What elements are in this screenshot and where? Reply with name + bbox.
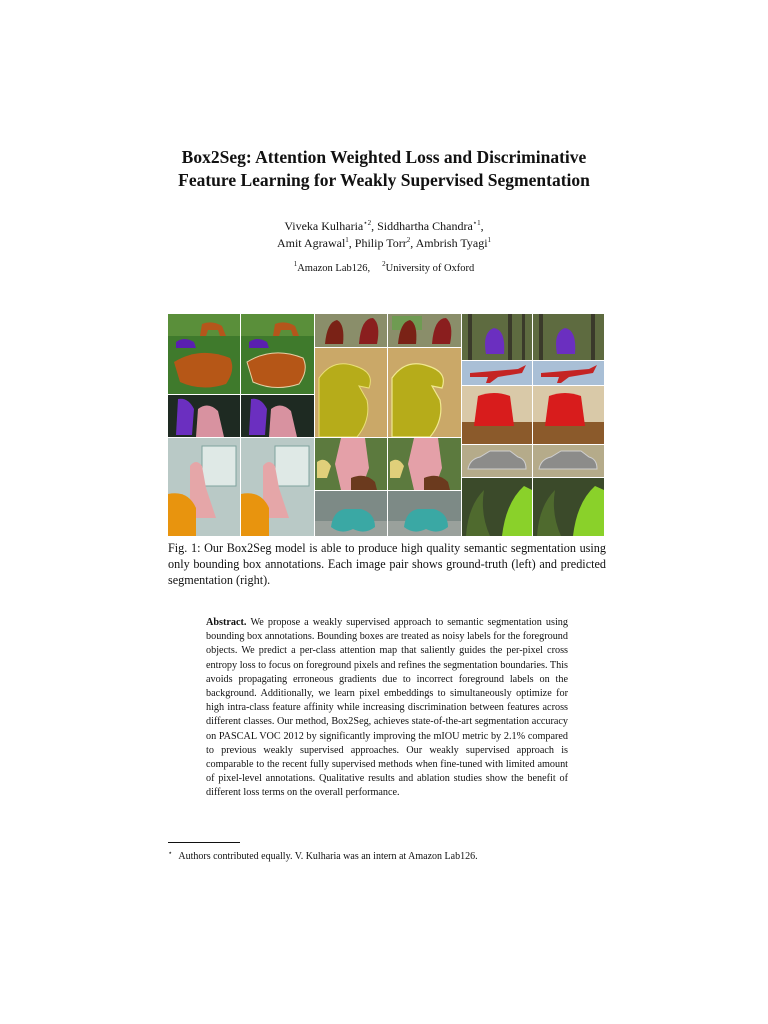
image-forest-pred — [533, 314, 604, 360]
segmentation-figure — [168, 314, 604, 536]
abstract — [206, 616, 568, 801]
image-child-gt — [315, 438, 387, 490]
image-grass-animals-pred — [241, 314, 314, 394]
footnote-mark: ⋆ — [168, 849, 173, 857]
image-chair-gt — [462, 386, 532, 444]
image-monkeys-pred — [388, 314, 461, 347]
affil-name: Amazon Lab126, — [297, 263, 371, 274]
author-name: Ambrish Tyagi — [415, 236, 488, 250]
footnote-rule — [168, 842, 240, 843]
image-car-pred — [533, 445, 604, 477]
author-name: Viveka Kulharia — [284, 219, 364, 233]
affil-sup: 1 — [293, 260, 298, 268]
image-grass-animals-gt — [168, 314, 240, 394]
author-list — [100, 218, 668, 252]
affiliations — [100, 260, 668, 274]
image-plant-gt — [462, 478, 532, 536]
image-motorbike-pred — [388, 491, 461, 536]
image-child-pred — [388, 438, 461, 490]
figure-caption: Fig. 1: Our Box2Seg model is able to produce high quality semantic segmentation using only bounding box annotations. Each image pair shows ground-truth (left) and predicted segmentation (right). — [168, 541, 606, 587]
affil-name: University of Oxford — [385, 263, 475, 274]
image-monkeys-gt — [315, 314, 387, 347]
author-line-1: Viveka Kulharia$^{⋆2}$, Siddhartha Chandra$^{⋆1}$, — [284, 219, 484, 233]
abstract-text: We propose a weakly supervised approach to semantic segmentation using bounding box annotations. Bounding boxes are treated as noisy labels for the foreground objects. We predict a per-class attention map that saliently guides the per-pixel cross entropy loss to focus on foreground pixels and refines the segmentation boundaries. This avoids propagating erroneous gradients due to incorrect foreground labels on the background. Additionally, we learn pixel embeddings to simultaneously optimize for high intra-class feature affinity while increasing discrimination between features across different classes. Our method, Box2Seg, achieves state-of-the-art segmentation accuracy on PASCAL VOC 2012 by significantly improving the mIOU metric by 2.1% compared to previous weakly supervised approaches. Our weakly supervised approach is comparable to the recent fully supervised methods when fine-tuned with limited amount of pixel-level annotations. Qualitative results and ablation studies show the benefit of different loss terms on the overall performance. — [206, 617, 568, 799]
author-line-2: Amit Agrawal$^1$, Philip Torr$^2$, Ambrish Tyagi$^1$ — [276, 236, 492, 250]
image-airplane-pred — [533, 361, 604, 385]
footnote-text: Authors contributed equally. V. Kulharia was an intern at Amazon Lab126. — [178, 851, 478, 862]
affil-sup: 2 — [382, 260, 386, 268]
author-sup: 1 — [345, 236, 349, 244]
image-car-gt — [462, 445, 532, 477]
paper-title — [100, 146, 668, 192]
image-airplane-gt — [462, 361, 532, 385]
image-chair-pred — [533, 386, 604, 444]
image-plant-pred — [533, 478, 604, 536]
author-sup: ⋆1 — [472, 219, 481, 227]
image-person-room-gt — [168, 438, 240, 536]
author-sup: ⋆2 — [363, 219, 372, 227]
title-line-2: Feature Learning for Weakly Supervised Segmentation — [178, 170, 590, 190]
footnote — [168, 847, 608, 863]
image-eagle-pred — [388, 348, 461, 437]
image-person-room-pred — [241, 438, 314, 536]
author-sup: 2 — [406, 236, 411, 244]
author-sup: 1 — [487, 236, 492, 244]
title-line-1: Box2Seg: Attention Weighted Loss and Discriminative — [181, 147, 587, 167]
abstract-keyword: Abstract. — [206, 617, 247, 628]
image-motorbike-gt — [315, 491, 387, 536]
author-name: Siddhartha Chandra — [377, 219, 473, 233]
image-dark-scene-pred — [241, 395, 314, 437]
author-name: Amit Agrawal — [276, 236, 346, 250]
image-eagle-gt — [315, 348, 387, 437]
author-name: Philip Torr — [354, 236, 407, 250]
image-forest-gt — [462, 314, 532, 360]
image-dark-scene-gt — [168, 395, 240, 437]
